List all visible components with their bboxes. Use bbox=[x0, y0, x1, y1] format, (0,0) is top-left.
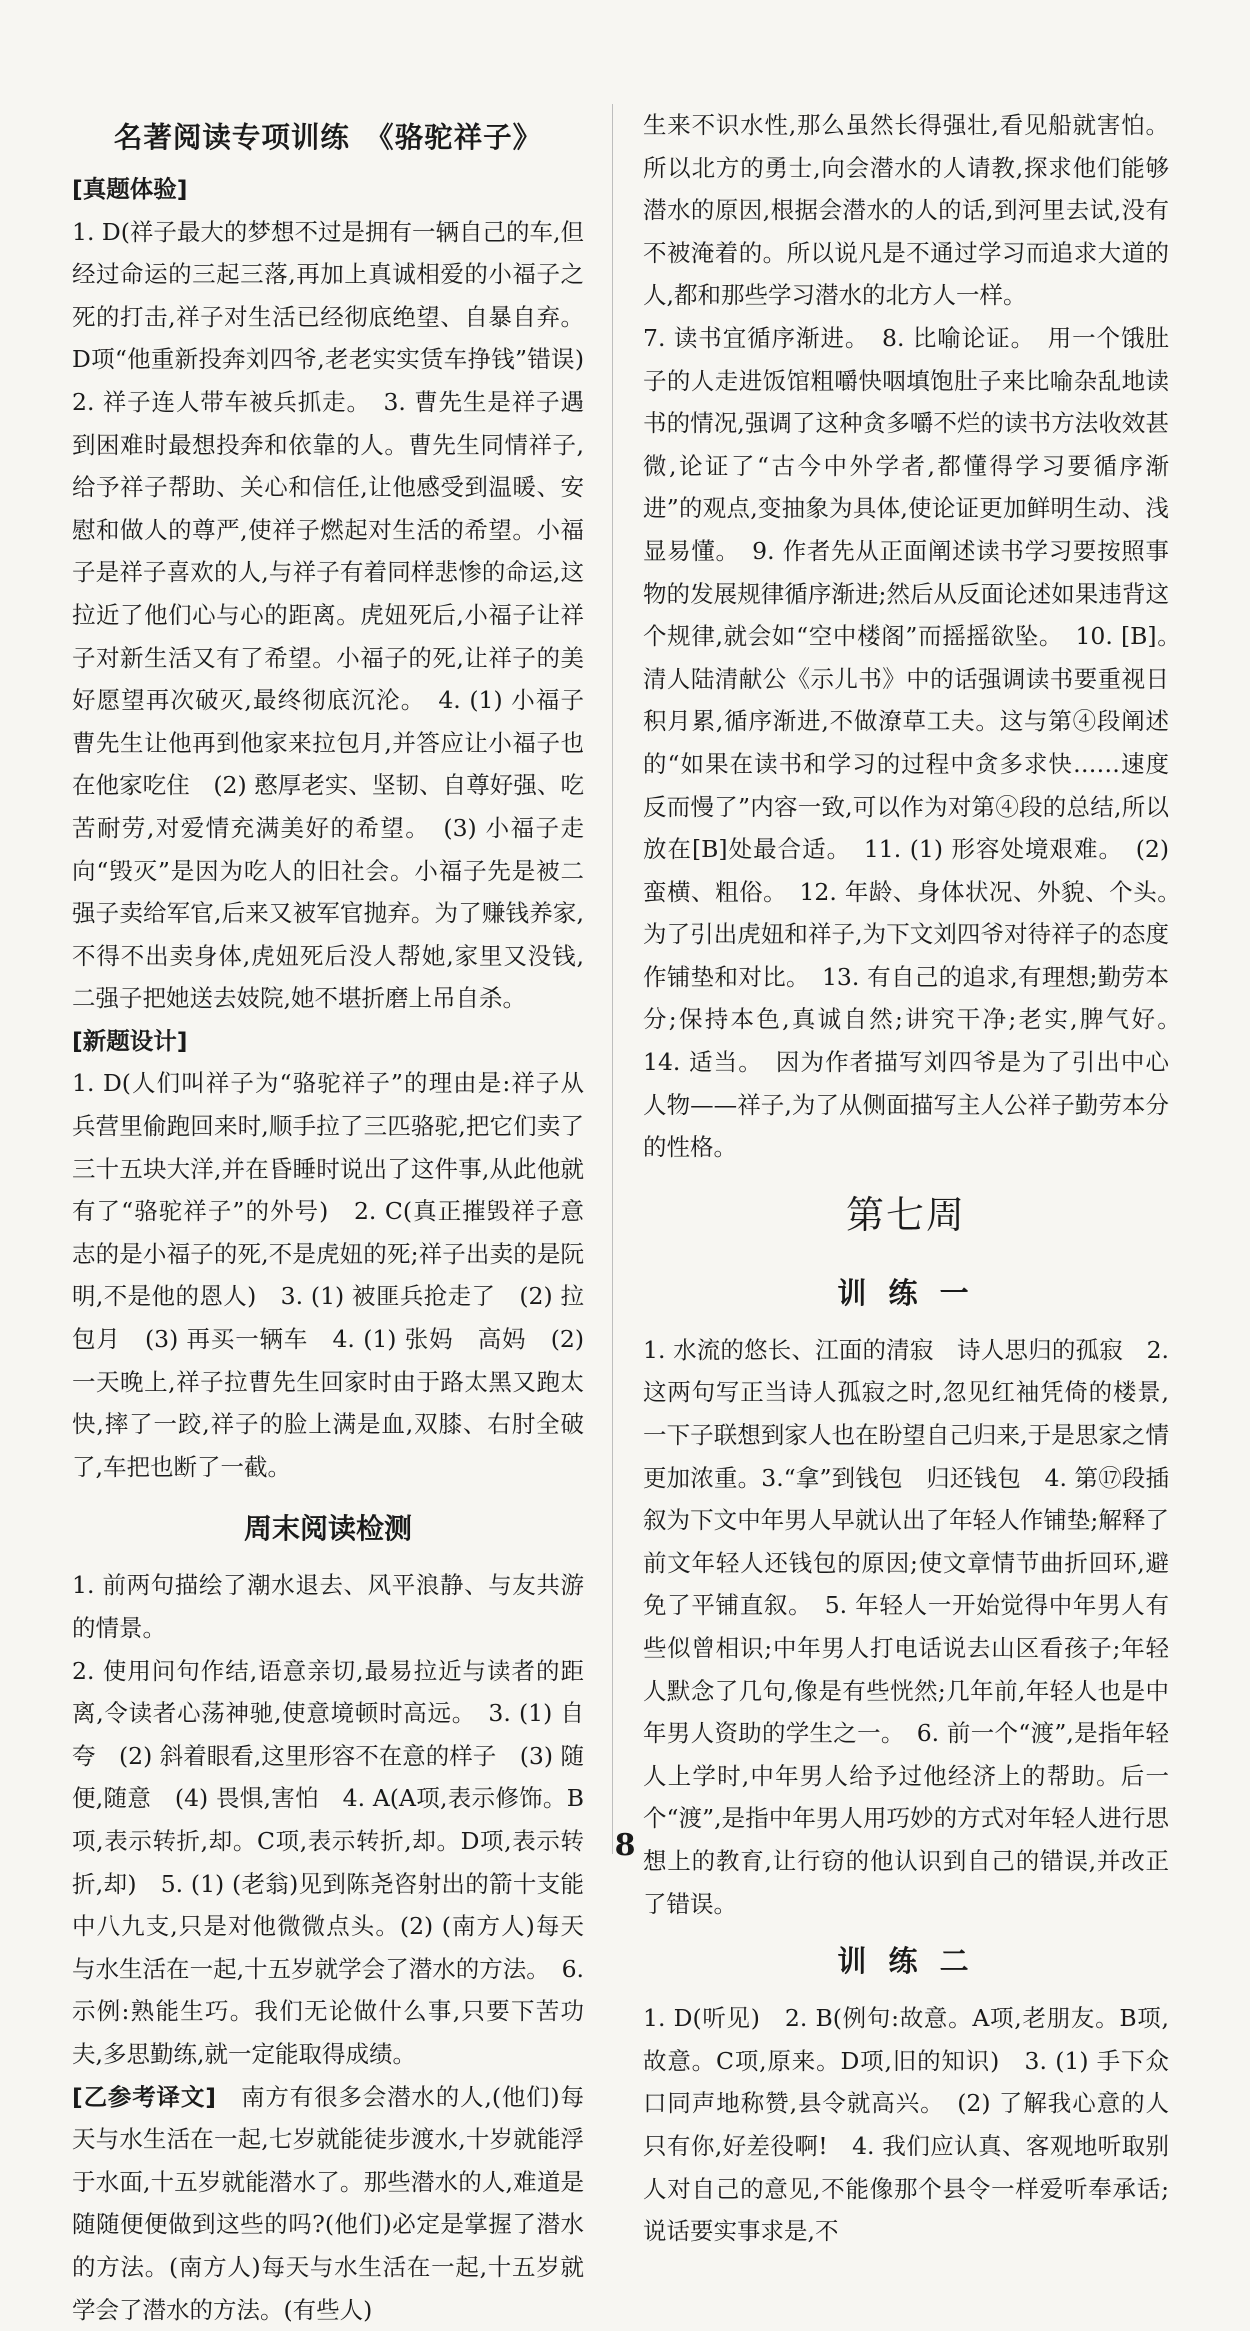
weekend-heading: 周末阅读检测 bbox=[243, 1512, 412, 1546]
weekend-answers: 2. 使用问句作结,语意亲切,最易拉近与读者的距离,令读者心荡神驰,使意境顿时高远。 3. (1) 自夸 (2) 斜着眼看,这里形容不在意的样子 (3) 随便,随意 (4) 畏惧,害怕 4. A(A项,表示修饰。B项,表示转折,却。C项,表示转折,却。D项,表示转折,却) 5. (1) (老翁)见到陈尧咨射出的箭十支能中八九支,只是对他微微点头。(2) (南方人)每天与水生活在一起,十五岁就学会了潜水的方法。 6. 示例:熟能生巧。我们无论做什么事,只要下苦功夫,多思勤练,就一定能取得成绩。 bbox=[72, 1656, 584, 2068]
yi-translation bbox=[72, 2076, 584, 2331]
yi-tag: [乙参考译文] bbox=[72, 2082, 216, 2111]
weekend-answer-1: 1. 前两句描绘了潮水退去、风平浪静、与友共游的情景。 bbox=[72, 1571, 584, 1642]
training-1-heading: 训 练 一 bbox=[837, 1275, 975, 1310]
right-column bbox=[643, 104, 1193, 2253]
zhenti-tag: [真题体验] bbox=[72, 175, 188, 203]
training-1-answers: 1. 水流的悠长、江面的清寂 诗人思归的孤寂 2. 这两句写正当诗人孤寂之时,忽见红袖凭倚的楼景,一下子联想到家人也在盼望自己归来,于是思家之情更加浓重。3.“拿”到钱包 归还钱包 4. 第⑰段插叙为下文中年男人早就认出了年轻人作铺垫;解释了前文年轻人还钱包的原因;使文章情节曲折回环,避免了平铺直叙。 5. 年轻人一开始觉得中年男人有些似曾相识;中年男人打电话说去山区看孩子;年轻人默念了几句,像是有些恍然;几年前,年轻人也是中年男人资助的学生之一。 6. 前一个“渡”,是指年轻人上学时,中年男人给予过他经济上的帮助。后一个“渡”,是指中年男人用巧妙的方式对年轻人进行思想上的教育,让行窃的他认识到自己的错误,并改正了错误。 bbox=[643, 1335, 1169, 1918]
week-heading: 第七周 bbox=[845, 1192, 966, 1237]
page-number: 8 bbox=[614, 1828, 636, 1863]
training-2-heading: 训 练 二 bbox=[837, 1944, 975, 1979]
xinti-tag: [新题设计] bbox=[72, 1026, 188, 1055]
yi-text: 南方有很多会潜水的人,(他们)每天与水生活在一起,七岁就能徒步渡水,十岁就能浮于水面,十五岁就能潜水了。那些潜水的人,难道是随随便便做到这些的吗?(他们)必定是掌握了潜水的方法。(南方人)每天与水生活在一起,十五岁就学会了潜水的方法。(有些人) bbox=[72, 2082, 584, 2324]
zhenti-answers: 1. D(祥子最大的梦想不过是拥有一辆自己的车,但经过命运的三起三落,再加上真诚相爱的小福子之死的打击,祥子对生活已经彻底绝望、自暴自弃。D项“他重新投奔刘四爷,老老实实赁车挣钱”错误) 2. 祥子连人带车被兵抓走。 3. 曹先生是祥子遇到困难时最想投奔和依靠的人。曹先生同情祥子,给予祥子帮助、关心和信任,让他感受到温暖、安慰和做人的尊严,使祥子燃起对生活的希望。小福子是祥子喜欢的人,与祥子有着同样悲惨的命运,这拉近了他们心与心的距离。虎妞死后,小福子让祥子对新生活又有了希望。小福子的死,让祥子的美好愿望再次破灭,最终彻底沉沦。 4. (1) 小福子 曹先生让他再到他家来拉包月,并答应让小福子也在他家吃住 (2) 憨厚老实、坚韧、自尊好强、吃苦耐劳,对爱情充满美好的希望。 (3) 小福子走向“毁灭”是因为吃人的旧社会。小福子先是被二强子卖给军官,后来又被军官抛弃。为了赚钱养家,不得不出卖身体,虎妞死后没人帮她,家里又没钱,二强子把她送去妓院,她不堪折磨上吊自杀。 bbox=[72, 217, 608, 1013]
column-divider bbox=[612, 104, 613, 1854]
section-title: 名著阅读专项训练 《骆驼祥子》 bbox=[113, 121, 543, 154]
translation-continued: 生来不识水性,那么虽然长得强壮,看见船就害怕。所以北方的勇士,向会潜水的人请教,探求他们能够潜水的原因,根据会潜水的人的话,到河里去试,没有不被淹着的。所以说凡是不通过学习而追求大道的人,都和那些学习潜水的北方人一样。 bbox=[643, 111, 1169, 310]
reading-answers: 7. 读书宜循序渐进。 8. 比喻论证。 用一个饿肚子的人走进饭馆粗嚼快咽填饱肚子来比喻杂乱地读书的情况,强调了这种贪多嚼不烂的读书方法收效甚微,论证了“古今中外学者,都懂得学习要循序渐进”的观点,变抽象为具体,使论证更加鲜明生动、浅显易懂。 9. 作者先从正面阐述读书学习要按照事物的发展规律循序渐进;然后从反面论述如果违背这个规律,就会如“空中楼阁”而摇摇欲坠。 10. [B]。 清人陆清献公《示儿书》中的话强调读书要重视日积月累,循序渐进,不做潦草工夫。这与第④段阐述的“如果在读书和学习的过程中贪多求快……速度反而慢了”内容一致,可以作为对第④段的总结,所以放在[B]处最合适。 11. (1) 形容处境艰难。 (2) 蛮横、粗俗。 12. 年龄、身体状况、外貌、个头。 为了引出虎妞和祥子,为下文刘四爷对待祥子的态度作铺垫和对比。 13. 有自己的追求,有理想;勤劳本分;保持本色,真诚自然;讲究干净;老实,脾气好。 14. 适当。 因为作者描写刘四爷是为了引出中心人物——祥子,为了从侧面描写主人公祥子勤劳本分的性格。 bbox=[643, 323, 1193, 1162]
xinti-answers: 1. D(人们叫祥子为“骆驼祥子”的理由是:祥子从兵营里偷跑回来时,顺手拉了三匹骆驼,把它们卖了三十五块大洋,并在昏睡时说出了这件事,从此他就有了“骆驼祥子”的外号) 2. C(真正摧毁祥子意志的是小福子的死,不是虎妞的死;祥子出卖的是阮明,不是他的恩人) 3. (1) 被匪兵抢走了 (2) 拉包月 (3) 再买一辆车 4. (1) 张妈 高妈 (2) 一天晚上,祥子拉曹先生回家时由于路太黑又跑太快,摔了一跤,祥子的脸上满是血,双膝、右肘全破了,车把也断了一截。 bbox=[72, 1069, 584, 1481]
left-column bbox=[72, 108, 608, 2331]
xinti-block bbox=[72, 1020, 584, 1063]
zhenti-block bbox=[72, 168, 584, 211]
training-2-answers: 1. D(听见) 2. B(例句:故意。A项,老朋友。B项,故意。C项,原来。D项,旧的知识) 3. (1) 手下众口同声地称赞,县令就高兴。 (2) 了解我心意的人只有你,好差役啊! 4. 我们应认真、客观地听取别人对自己的意见,不能像那个县令一样爱听奉承话;说话要实事求是,不 bbox=[643, 2004, 1169, 2246]
